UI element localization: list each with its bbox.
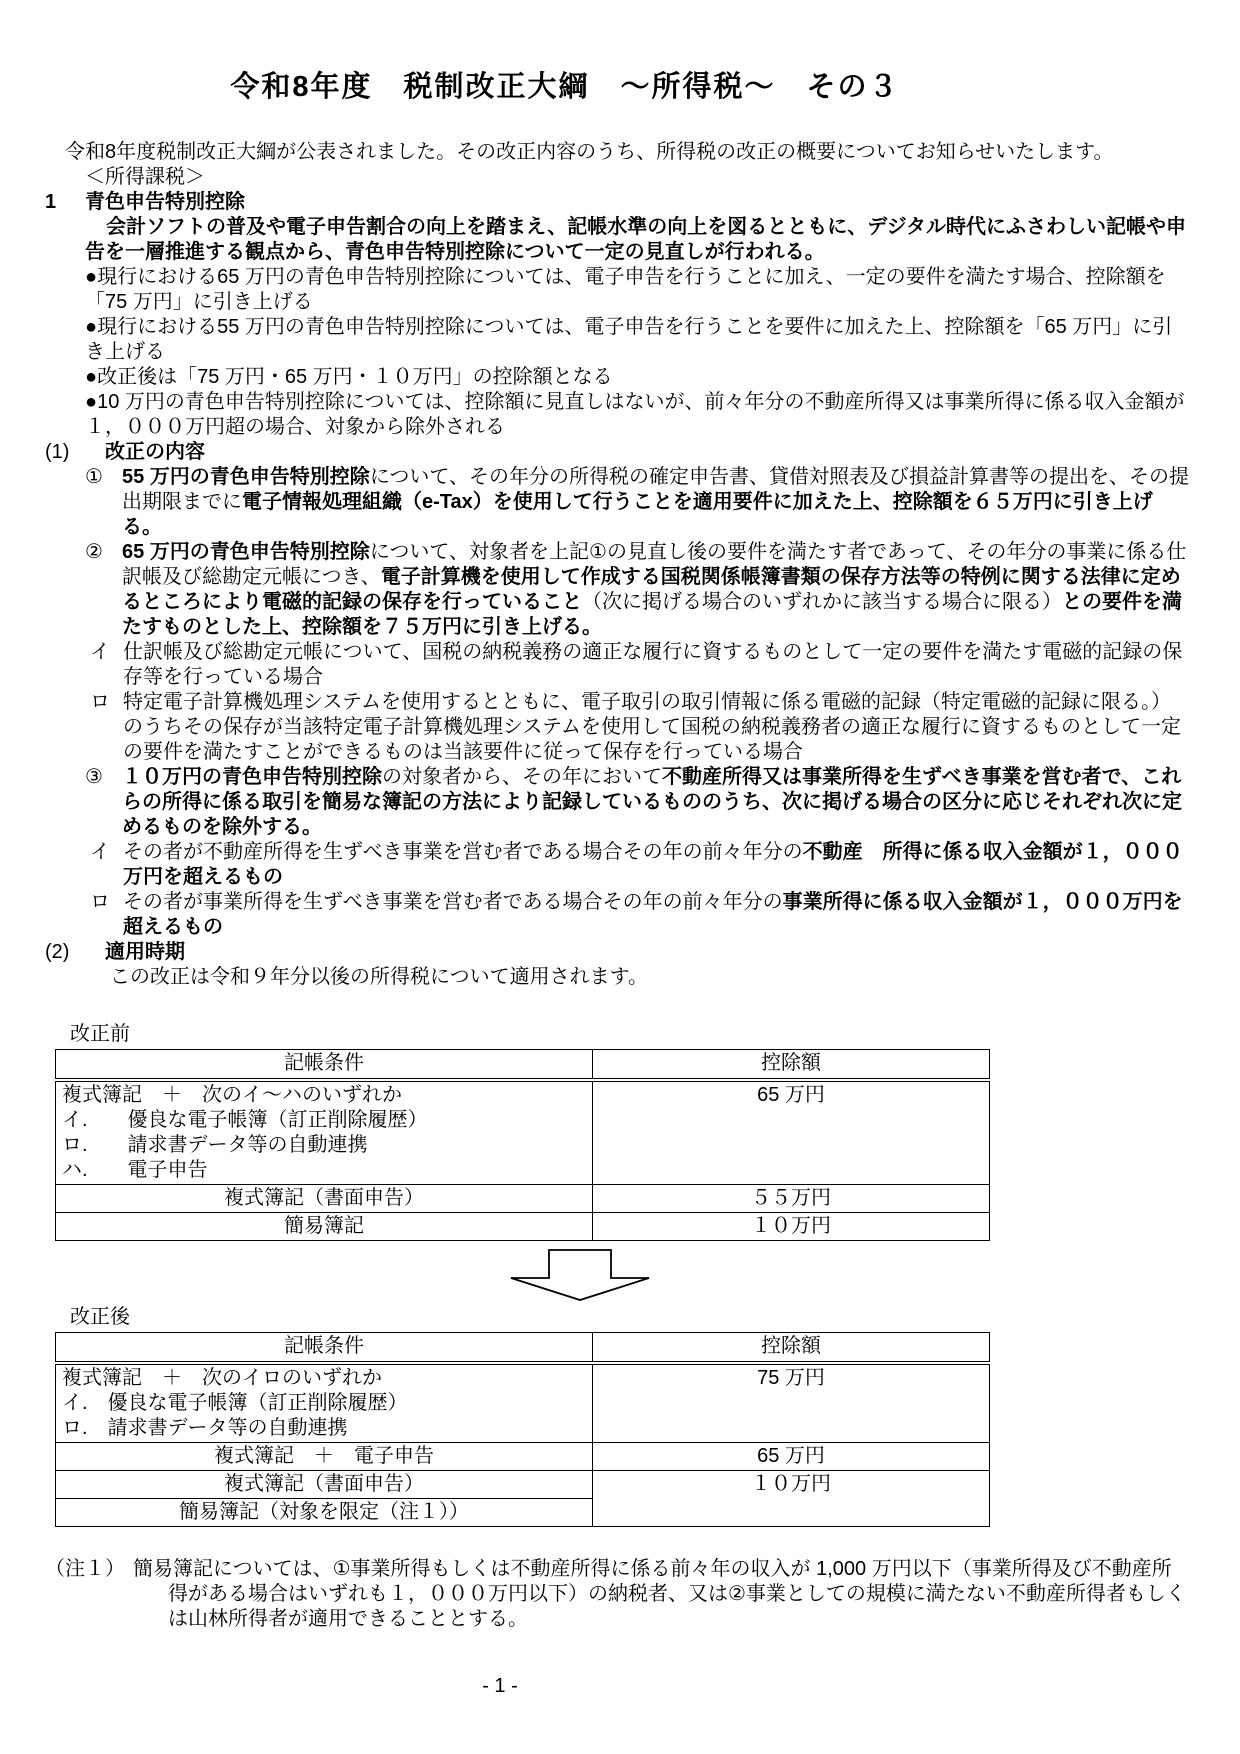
condition-line: ハ. 電子申告	[62, 1159, 208, 1181]
table-row	[56, 1443, 990, 1471]
numbered-item-3	[85, 765, 1190, 840]
table-header-row	[56, 1333, 990, 1364]
table-row	[56, 1363, 990, 1443]
condition-cell: 複式簿記（書面申告）	[56, 1185, 593, 1213]
footnote-text: 簡易簿記については、①事業所得もしくは不動産所得に係る前々年の収入が 1,000 万円以下（事業所得及び不動産所得がある場合はいずれも１，０００万円以下）の納税者、又は②事業としての規模に満たない不動産所得者もしくは山林所得者が適用できることとする。	[133, 1558, 1186, 1630]
amount-cell: 75 万円	[593, 1363, 990, 1443]
condition-cell: 複式簿記 ＋ 電子申告	[56, 1443, 593, 1471]
footnote	[45, 1557, 1190, 1632]
timing-body: この改正は令和９年分以後の所得税について適用されます。	[110, 966, 648, 988]
item-marker: ②	[85, 541, 103, 563]
section-heading	[45, 190, 1190, 215]
table-header-row	[56, 1050, 990, 1081]
subsection-contents-heading	[45, 440, 1190, 465]
footnote-marker: （注１）	[45, 1558, 125, 1580]
sub-item-i	[90, 640, 1190, 690]
table-row	[56, 1471, 990, 1499]
category-label: ＜所得課税＞	[85, 166, 205, 188]
condition-cell: 簡易簿記（対象を限定（注１））	[56, 1499, 593, 1527]
item-text: 特定電子計算機処理システムを使用するとともに、電子取引の取引情報に係る電磁的記録（特定電磁的記録に限る。）のうちその保存が当該特定電子計算機処理システムを使用して国税の納税義務者の適正な履行に資するものとして一定の要件を満たすことができるものは当該要件に従って保存を行っている場合	[123, 691, 1181, 763]
column-header-condition: 記帳条件	[56, 1050, 593, 1081]
item-text: 65 万円の青色申告特別控除について、対象者を上記①の見直し後の要件を満たす者であって、その年分の事業に係る仕訳帳及び総勘定元帳につき、電子計算機を使用して作成する国税関係帳簿書類の保存方法等の特例に関する法律に定めるところにより電磁的記録の保存を行っていること（次に掲げる場合のいずれかに該当する場合に限る）との要件を満たすものとした上、控除額を７５万円に引き上げる。	[122, 541, 1187, 638]
table-before	[55, 1049, 990, 1241]
sub-item-ro	[90, 690, 1190, 765]
condition-line: ロ. 請求書データ等の自動連携	[62, 1417, 348, 1439]
section-lead-paragraph: 会計ソフトの普及や電子申告割合の向上を踏まえ、記帳水準の向上を図るとともに、デジタル時代にふさわしい記帳や申告を一層推進する観点から、青色申告特別控除について一定の見直しが行われる。	[85, 216, 1186, 263]
column-header-amount: 控除額	[593, 1333, 990, 1364]
condition-cell: 簡易簿記	[56, 1213, 593, 1241]
condition-line: イ. 優良な電子帳簿（訂正削除履歴）	[62, 1392, 408, 1414]
intro-paragraph: 令和8年度税制改正大綱が公表されました。その改正内容のうち、所得税の改正の概要についてお知らせいたします。	[65, 141, 1114, 163]
subsection-timing-heading	[45, 940, 1190, 965]
item-text: 仕訳帳及び総勘定元帳について、国税の納税義務の適正な履行に資するものとして一定の要件を満たす電磁的記録の保存等を行っている場合	[123, 641, 1183, 688]
subsection-heading-text: 改正の内容	[105, 441, 205, 463]
bullet-item: ●現行における55 万円の青色申告特別控除については、電子申告を行うことを要件に加えた上、控除額を「65 万円」に引き上げる	[85, 316, 1173, 363]
condition-line: 複式簿記 ＋ 次のイロのいずれか	[62, 1367, 382, 1389]
condition-line: ロ. 請求書データ等の自動連携	[62, 1134, 368, 1156]
item-text: 55 万円の青色申告特別控除について、その年分の所得税の確定申告書、貸借対照表及び損益計算書等の提出を、その提出期限までに電子情報処理組織（e-Tax）を使用して行うことを適用要件に加えた上、控除額を６５万円に引き上げる。	[122, 466, 1190, 538]
condition-cell	[56, 1363, 593, 1443]
condition-line: 複式簿記 ＋ 次のイ～ハのいずれか	[62, 1084, 402, 1106]
condition-cell	[56, 1080, 593, 1185]
item-marker: ③	[85, 766, 103, 788]
table-row	[56, 1185, 990, 1213]
bullet-item: ●現行における65 万円の青色申告特別控除については、電子申告を行うことに加え、一定の要件を満たす場合、控除額を「75 万円」に引き上げる	[85, 266, 1166, 313]
section-heading-text: 青色申告特別控除	[85, 191, 245, 213]
page-title: 令和8年度 税制改正大綱 ～所得税～ その３	[230, 71, 900, 103]
condition-line: イ. 優良な電子帳簿（訂正削除履歴）	[62, 1109, 428, 1131]
table-row	[56, 1213, 990, 1241]
sub-item-ro	[90, 890, 1190, 940]
item-text: その者が事業所得を生ずべき事業を営む者である場合その年の前々年分の事業所得に係る収入金額が１，０００万円を超えるもの	[123, 891, 1183, 938]
condition-cell: 複式簿記（書面申告）	[56, 1471, 593, 1499]
bullet-item: ●10 万円の青色申告特別控除については、控除額に見直しはないが、前々年分の不動産所得又は事業所得に係る収入金額が１，０００万円超の場合、対象から除外される	[85, 391, 1185, 438]
section-number: 1	[45, 191, 57, 213]
item-marker: ロ	[90, 691, 110, 713]
page-number: - 1 -	[482, 1675, 518, 1697]
amount-cell-merged: １０万円	[593, 1471, 990, 1527]
subsection-marker: (2)	[45, 941, 70, 963]
amount-cell: 65 万円	[593, 1080, 990, 1185]
numbered-item-2	[85, 540, 1190, 640]
item-marker: イ	[90, 641, 110, 663]
item-text: １０万円の青色申告特別控除の対象者から、その年において不動産所得又は事業所得を生ずべき事業を営む者で、これらの所得に係る取引を簡易な簿記の方法により記録しているもののうち、次に掲げる場合の区分に応じそれぞれ次に定めるものを除外する。	[122, 766, 1182, 838]
item-text: その者が不動産所得を生ずべき事業を営む者である場合その年の前々年分の不動産 所得に係る収入金額が１，０００万円を超えるもの	[123, 841, 1183, 888]
numbered-item-1	[85, 465, 1190, 540]
item-marker: イ	[90, 841, 110, 863]
table-row	[56, 1080, 990, 1185]
sub-item-i	[90, 840, 1190, 890]
amount-cell: 65 万円	[593, 1443, 990, 1471]
bullet-item: ●改正後は「75 万円・65 万円・１０万円」の控除額となる	[85, 366, 613, 388]
item-marker: ロ	[90, 891, 110, 913]
amount-cell: ５５万円	[593, 1185, 990, 1213]
subsection-heading-text: 適用時期	[105, 941, 185, 963]
amount-cell: １０万円	[593, 1213, 990, 1241]
column-header-amount: 控除額	[593, 1050, 990, 1081]
table-before-label: 改正前	[70, 1023, 130, 1045]
column-header-condition: 記帳条件	[56, 1333, 593, 1364]
down-arrow-icon	[510, 1249, 1190, 1301]
item-marker: ①	[85, 466, 103, 488]
table-after	[55, 1332, 990, 1527]
table-after-label: 改正後	[70, 1306, 130, 1328]
subsection-marker: (1)	[45, 441, 70, 463]
